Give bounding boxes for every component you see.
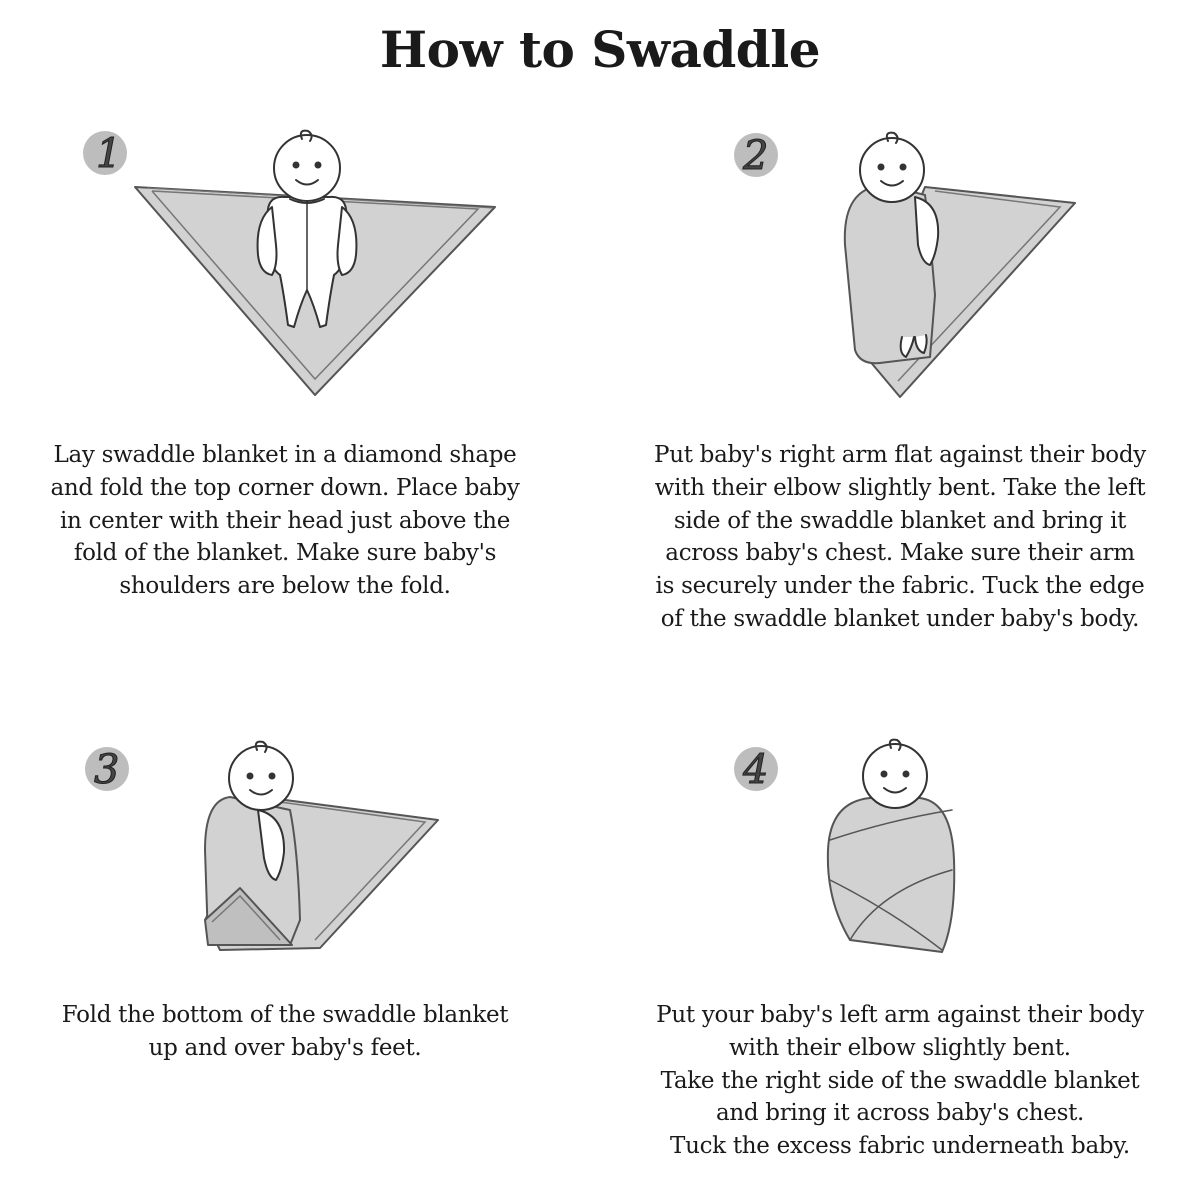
step-number-1-badge [83,131,127,177]
instruction-line: and bring it across baby's chest. [715,1100,1085,1127]
step-4-instructions [620,999,1180,1163]
instruction-line: side of the swaddle blanket and bring it [673,507,1127,534]
step-2-illustration [730,125,1090,410]
instruction-line: with their elbow slightly bent. [729,1034,1071,1061]
folded-blanket [845,185,1075,397]
instruction-line: fold of the blanket. Make sure baby's [73,540,497,567]
instruction-line: across baby's chest. Make sure their arm [665,540,1135,567]
instruction-line: and fold the top corner down. Place baby [50,474,520,501]
swaddled-baby-bundle [828,740,954,952]
instruction-line: shoulders are below the fold. [119,573,451,600]
step-1-illustration [80,125,510,405]
step-number-2-badge [734,133,778,179]
step-number-4-badge [734,747,778,793]
instruction-line: with their elbow slightly bent. Take the left [654,474,1146,501]
instruction-line: of the swaddle blanket under baby's body. [660,605,1140,632]
step-number-2: 2 [743,133,769,179]
step-number-3-badge [85,747,129,793]
instruction-line: Fold the bottom of the swaddle blanket [61,1002,509,1028]
step-number-3: 3 [94,747,120,793]
instruction-line: in center with their head just above the [59,507,511,534]
instruction-line: Take the right side of the swaddle blanket [660,1067,1140,1094]
step-1-instructions [20,439,550,603]
step-number-1: 1 [96,131,122,177]
instruction-line: up and over baby's feet. [148,1034,422,1061]
folded-blanket-bottom [205,797,438,950]
instruction-line: is securely under the fabric. Tuck the edge [655,573,1145,600]
step-3-instructions [20,999,550,1065]
page-title: How to Swaddle [379,20,821,79]
instruction-line: Put your baby's left arm against their body [656,1002,1144,1028]
instruction-line: Put baby's right arm flat against their body [654,442,1146,468]
instruction-line: Lay swaddle blanket in a diamond shape [53,442,517,468]
step-3-illustration [80,740,450,960]
instruction-line: Tuck the excess fabric underneath baby. [670,1133,1130,1160]
step-number-4: 4 [743,747,769,793]
step-2-instructions [620,439,1180,636]
step-4-illustration [730,740,990,955]
